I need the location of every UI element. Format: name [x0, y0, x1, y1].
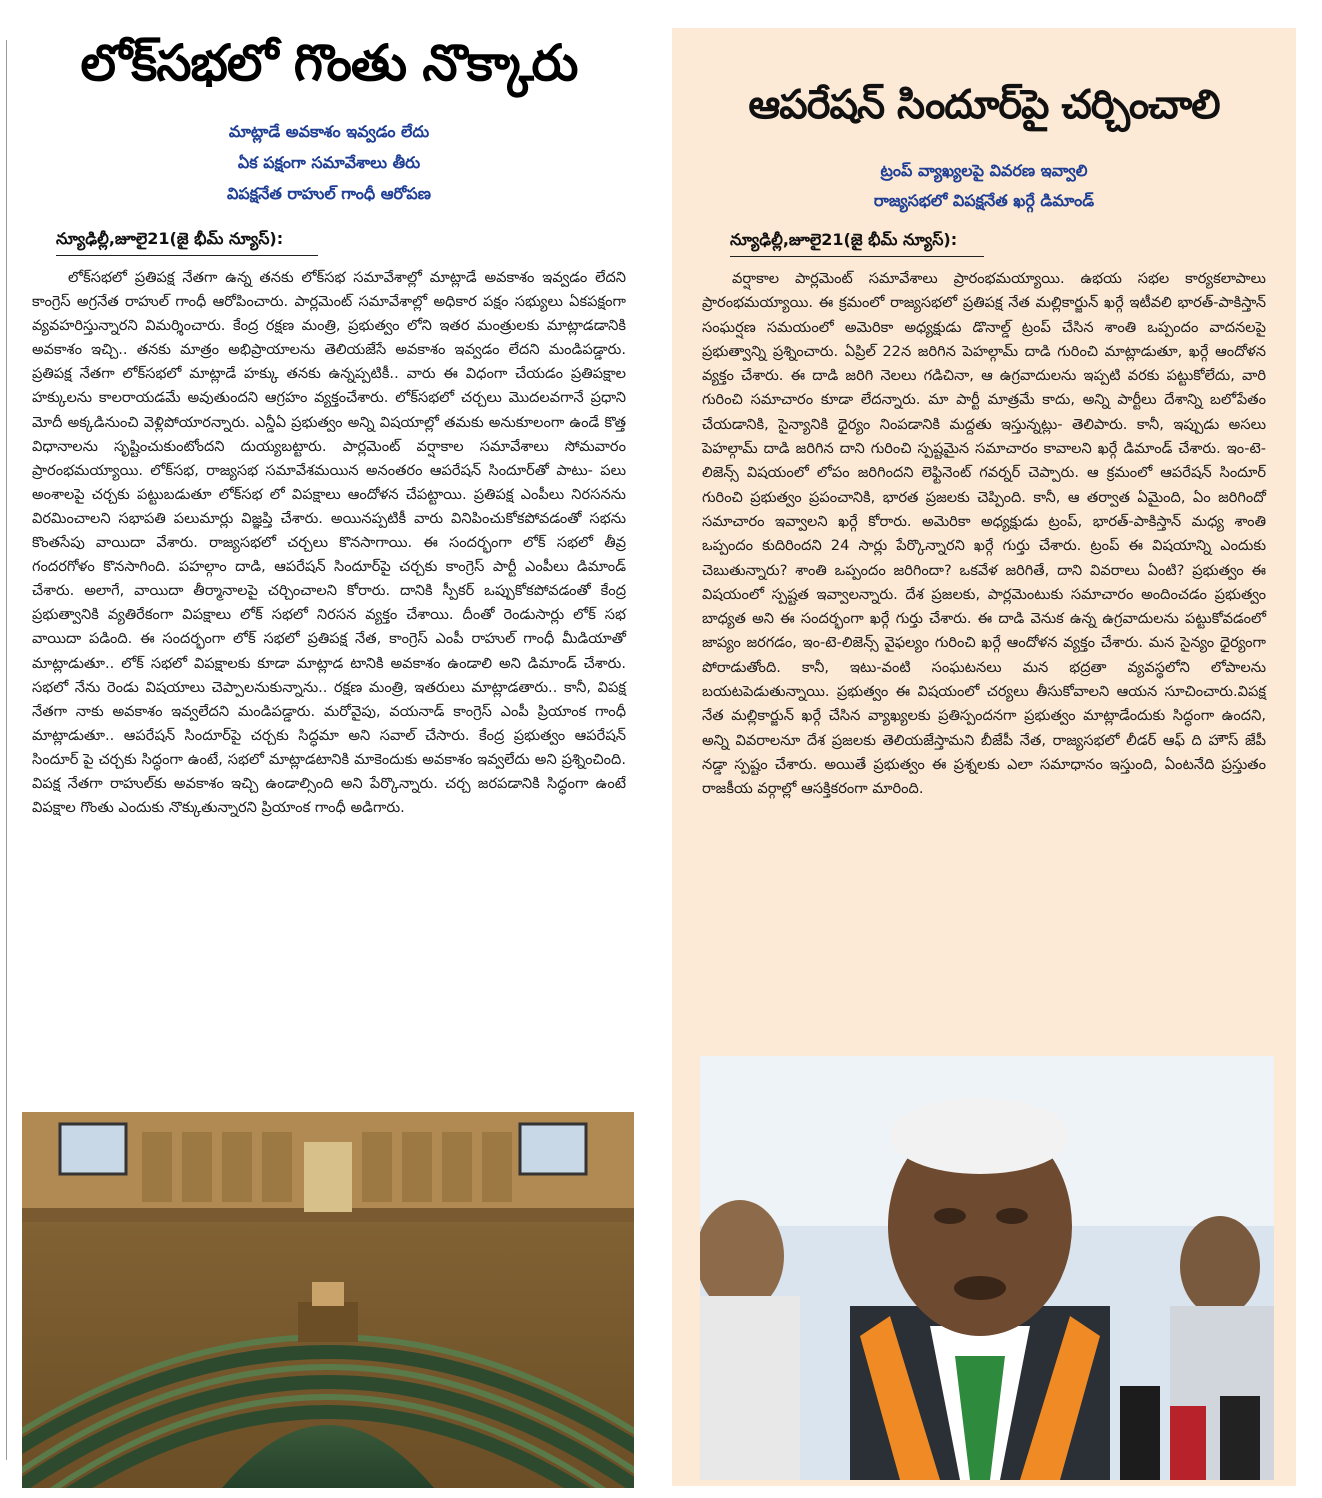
lok-sabha-chamber-photo — [22, 1112, 634, 1488]
subhead-line: ఏక పక్షంగా సమావేశాలు తీరు — [237, 153, 421, 172]
kharge-press-photo — [700, 1056, 1274, 1480]
page-margin-rule — [6, 40, 7, 1460]
subhead-line: ట్రంప్ వ్యాఖ్యలపై వివరణ ఇవ్వాలి — [880, 161, 1088, 180]
subhead-line: రాజ్యసభలో విపక్షనేత ఖర్గే డిమాండ్ — [873, 191, 1095, 210]
lok-sabha-chamber-illustration — [22, 1112, 634, 1488]
article-dateline: న్యూఢిల్లీ,జూలై21(జై భీమ్ న్యూస్): — [56, 227, 318, 256]
article-subheads — [22, 116, 636, 209]
article-lok-sabha — [22, 0, 636, 1498]
article-body: వర్షాకాల పార్లమెంట్ సమావేశాలు ప్రారంభమయ్యాయి. ఉభయ సభల కార్యకలాపాలు ప్రారంభమయ్యాయి. ఈ క్రమంలో రాజ్యసభలో ప్రతిపక్ష నేత మల్లికార్జున్ ఖర్గే ఇటీవలి భారత్-పాకిస్తాన్ సంఘర్షణ సమయంలో అమెరికా అధ్యక్షుడు డొనాల్డ్ ట్రంప్ చేసిన శాంతి ఒప్పందం వాదనలపై ప్రభుత్వాన్ని ప్రశ్నించారు. ఏప్రిల్ 22న జరిగిన పెహల్గామ్ దాడి గురించి మాట్లాడుతూ, ఖర్గే ఆందోళన వ్యక్తం చేశారు. ఈ దాడి జరిగి నెలలు గడిచినా, ఆ ఉగ్రవాదులను ఇప్పటి వరకు పట్టుకోలేదు, వారి గురించి సమాచారం కూడా లేదన్నారు. మా పార్టీ మాత్రమే కాదు, అన్ని పార్టీలు దేశాన్ని బలోపేతం చేయడానికి, సైన్యానికి ధైర్యం నింపడానికి మద్దతు ఇస్తున్నట్లు- తెలిపారు. కానీ, ఇప్పుడు అసలు పెహల్గామ్ దాడి జరిగిన దాని గురించి స్పష్టమైన సమాచారం కావాలని ఖర్గే డిమాండ్ చేశారు. ఇం-టె-లిజెన్స్ విషయంలో లోపం జరిగిందని లెఫ్టినెంట్ గవర్నర్ చెప్పారు. ఆ క్రమంలో ఆపరేషన్ సిందూర్ గురించి ప్రభుత్వం ప్రపంచానికి, భారత ప్రజలకు చెప్పింది. కానీ, ఆ తర్వాత ఏమైంది, ఏం జరిగిందో సమాచారం ఇవ్వాలని ఖర్గే కోరారు. అమెరికా అధ్యక్షుడు ట్రంప్, భారత్-పాకిస్తాన్ మధ్య శాంతి ఒప్పందం కుదిరిందని 24 సార్లు పేర్కొన్నారని ఖర్గే గుర్తు చేశారు. ట్రంప్ ఈ విషయాన్ని ఎందుకు చెబుతున్నారు? శాంతి ఒప్పందం జరిగిందా? ఒకవేళ జరిగితే, దాని వివరాలు ఏంటి? ప్రభుత్వం ఈ విషయంలో స్పష్టత ఇవ్వాలన్నారు. దేశ ప్రజలకు, పార్లమెంటుకు సమాచారం అందించడం ప్రభుత్వం బాధ్యత అని ఈ సందర్భంగా ఖర్గే గుర్తు చేశారు. ఈ దాడి వెనుక ఉన్న ఉగ్రవాదులను పట్టుకోవడంలో జాప్యం జరగడం, ఇం-టె-లిజెన్స్ వైఫల్యం గురించి ఖర్గే ఆందోళన వ్యక్తం చేశారు. మన సైన్యం ధైర్యంగా పోరాడుతోంది. కానీ, ఇటు-వంటి సంఘటనలు మన భద్రతా వ్యవస్థలోని లోపాలను బయటపెడుతున్నాయి. ప్రభుత్వం ఈ విషయంలో చర్యలు తీసుకోవాలని ఆయన సూచించారు.విపక్ష నేత మల్లికార్జున్ ఖర్గే చేసిన వ్యాఖ్యలకు ప్రతిస్పందనగా ప్రభుత్వం మాట్లాడేందుకు సిద్ధంగా ఉందని, అన్ని వివరాలనూ దేశ ప్రజలకు తెలియజేస్తామని బీజేపీ నేత, రాజ్యసభలో లీడర్ ఆఫ్ ది హౌస్ జేపీ నడ్డా స్పష్టం చేశారు. అయితే ప్రభుత్వం ఈ ప్రశ్నలకు ఎలా సమాధానం ఇస్తుంది, ఏంటనేది ప్రస్తుతం రాజకీయ వర్గాల్లో ఆసక్తికరంగా మారింది. — [702, 270, 1266, 798]
subhead-line: విపక్షనేత రాహుల్ గాంధీ ఆరోపణ — [227, 184, 431, 203]
article-operation-sindoor — [672, 28, 1296, 1486]
article-headline: లోక్‌సభలో గొంతు నొక్కారు — [80, 34, 578, 92]
article-subheads — [672, 156, 1296, 216]
article-dateline: న్యూఢిల్లీ,జూలై21(జై భీమ్ న్యూస్): — [730, 228, 984, 257]
article-headline: ఆపరేషన్ సిందూర్‌పై చర్చించాలి — [748, 82, 1220, 128]
kharge-speaking-illustration — [700, 1056, 1274, 1480]
subhead-line: మాట్లాడే అవకాశం ఇవ్వడం లేదు — [228, 122, 430, 141]
article-body: లోక్‌సభలో ప్రతిపక్ష నేతగా ఉన్న తనకు లోక్‌సభ సమావేశాల్లో మాట్లాడే అవకాశం ఇవ్వడం లేదని కాంగ్రెస్ అగ్రనేత రాహుల్ గాంధీ ఆరోపించారు. పార్లమెంట్ సమావేశాల్లో అధికార పక్షం సభ్యులు ఏకపక్షంగా వ్యవహరిస్తున్నారని విమర్శించారు. కేంద్ర రక్షణ మంత్రి, ప్రభుత్వం లోని ఇతర మంత్రులకు మాట్లాడడానికి అవకాశం ఇచ్చి.. తనకు మాత్రం అభిప్రాయాలను తెలియజేసే అవకాశం ఇవ్వడం లేదని మండిపడ్డారు. ప్రతిపక్ష నేతగా లోక్‌సభలో మాట్లాడే హక్కు తనకు ఉన్నప్పటికీ.. వారు ఈ విధంగా చేయడం ప్రతిపక్షాల హక్కులను కాలరాయడమే అవుతుందని ఆగ్రహం వ్యక్తంచేశారు. లోక్‌సభలో చర్చలు మొదలవగానే ప్రధాని మోదీ అక్కడినుంచి వెళ్లిపోయారన్నారు. ఎన్డీఏ ప్రభుత్వం అన్ని విషయాల్లో తమకు అనుకూలంగా ఉండే కొత్త విధానాలను సృష్టించుకుంటోందని దుయ్యబట్టారు. పార్లమెంట్ వర్షాకాల సమావేశాలు సోమవారం ప్రారంభమయ్యాయి. లోక్‌సభ, రాజ్యసభ సమావేశమయిన అనంతరం ఆపరేషన్ సిందూర్‌తో పాటు- పలు అంశాలపై చర్చకు పట్టుబడుతూ లోక్‌సభ లో విపక్షాలు ఆందోళన చేపట్టాయి. ప్రతిపక్ష ఎంపీలు నిరసనను విరమించాలని సభాపతి పలుమార్లు విజ్ఞప్తి చేశారు. అయినప్పటికీ వారు వినిపించుకోకపోవడంతో సభను కొంతసేపు వాయిదా వేశారు. రాజ్యసభలో చర్చలు కొనసాగాయి. ఈ సందర్భంగా లోక్ సభలో తీవ్ర గందరగోళం కొనసాగింది. పహల్గాం దాడి, ఆపరేషన్ సిందూర్‌పై చర్చకు కాంగ్రెస్ పార్టీ ఎంపీలు డిమాండ్ చేశారు. అలాగే, వాయిదా తీర్మానాలపై చర్చించాలని కోరారు. దానికి స్పీకర్ ఒప్పుకోకపోవడంతో కేంద్ర ప్రభుత్వానికి వ్యతిరేకంగా విపక్షాలు లోక్ సభలో నిరసన వ్యక్తం చేశాయి. దీంతో రెండుసార్లు లోక్ సభ వాయిదా పడింది. ఈ సందర్భంగా లోక్ సభలో ప్రతిపక్ష నేత, కాంగ్రెస్ ఎంపీ రాహుల్ గాంధీ మీడియాతో మాట్లాడుతూ.. లోక్ సభలో విపక్షాలకు కూడా మాట్లాడ టానికి అవకాశం ఉండాలి అని డిమాండ్ చేశారు. సభలో నేను రెండు విషయాలు చెప్పాలనుకున్నాను.. రక్షణ మంత్రి, ఇతరులు మాట్లాడతారు.. కానీ, విపక్ష నేతగా నాకు అవకాశం ఇవ్వలేదని మండిపడ్డారు. మరోవైపు, వయనాడ్ కాంగ్రెస్ ఎంపీ ప్రియాంక గాంధీ మాట్లాడుతూ.. ఆపరేషన్ సిందూర్‌పై చర్చకు సిద్ధమా అని సవాల్ చేసారు. కేంద్ర ప్రభుత్వం ఆపరేషన్ సిందూర్ పై చర్చకు సిద్ధంగా ఉంటే, సభలో మాట్లాడటానికి మాకెందుకు అవకాశం ఇవ్వలేదు అని ప్రశ్నించింది. విపక్ష నేతగా రాహుల్‌కు అవకాశం ఇచ్చి ఉండాల్సింది అని పేర్కొన్నారు. చర్చ జరపడానికి సిద్ధంగా ఉంటే విపక్షాల గొంతు ఎందుకు నొక్కుతున్నారని ప్రియాంక గాంధీ అడిగారు. — [32, 269, 626, 817]
